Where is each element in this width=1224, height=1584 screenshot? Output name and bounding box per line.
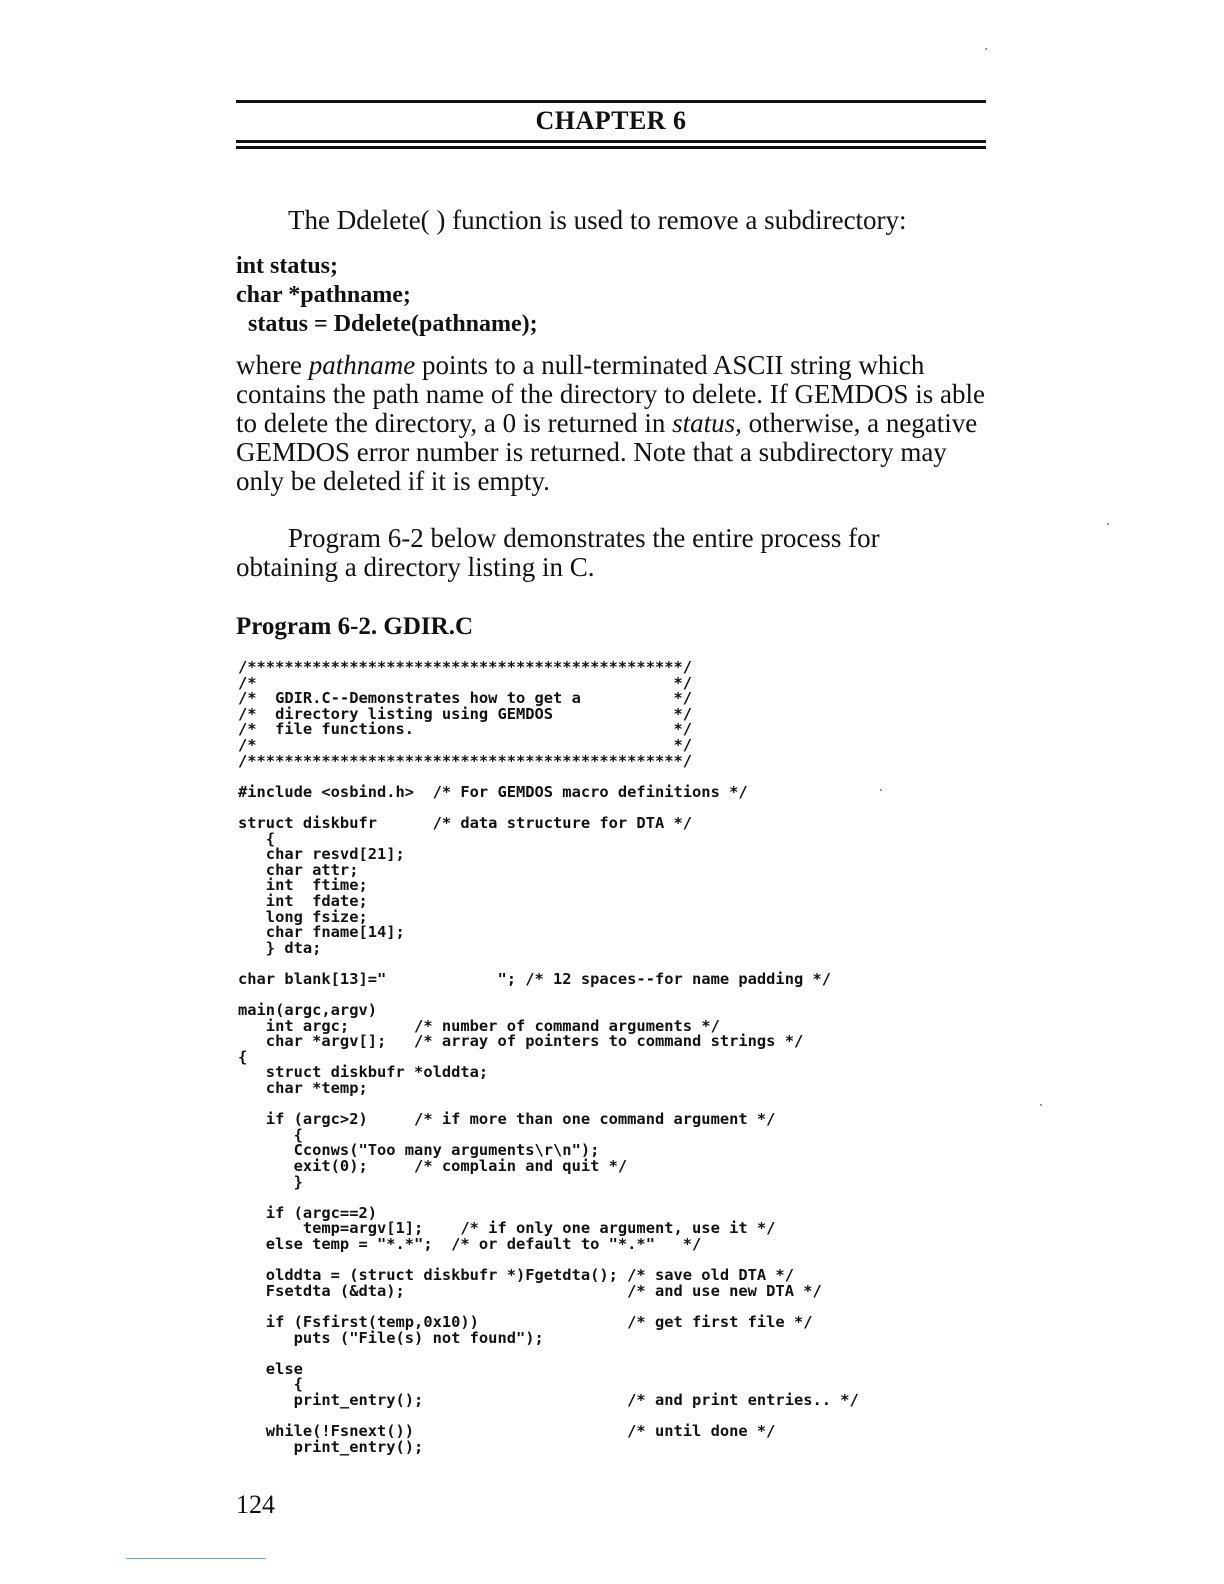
code-line: char *argv[]; /* array of pointers to command strings */ [238,1032,804,1051]
code-line: { [238,829,276,848]
code-line: /* file functions. */ [238,720,693,739]
code-line: char fname[14]; [238,923,405,942]
code-line: int argc; /* number of command arguments */ [238,1016,720,1035]
code-line: if (Fsfirst(temp,0x10)) /* get first file */ [238,1312,813,1331]
code-line: puts ("File(s) not found"); [238,1328,544,1347]
code-listing [238,660,978,1455]
ddelete-syntax-block [236,252,986,339]
code-line: /* */ [238,735,693,754]
code-line: main(argc,argv) [238,1001,377,1020]
code-line: /* */ [238,673,693,692]
code-line: char blank[13]=" "; /* 12 spaces--for name padding */ [238,969,832,988]
code-line: } dta; [238,938,322,957]
code-line: { [238,1047,248,1066]
intro-paragraph: The Ddelete( ) function is used to remove a subdirectory: [288,205,907,235]
code-line: char resvd[21]; [238,845,405,864]
scan-speck [880,789,882,791]
code-line: { [238,1125,303,1144]
code-line: exit(0); /* complain and quit */ [238,1157,628,1175]
code-line: olddta = (struct diskbufr *)Fgetdta(); /* save old DTA */ [238,1266,794,1285]
syntax-line: status = Ddelete(pathname); [236,311,538,337]
code-line: Fsetdta (&dta); /* and use new DTA */ [238,1281,822,1300]
header-top-rule [236,100,986,103]
header-bottom-rule [236,140,986,143]
code-line: if (argc>2) /* if more than one command argument */ [238,1110,776,1129]
page-number: 124 [236,1490,275,1519]
code-line: /* GDIR.C--Demonstrates how to get a */ [238,689,693,708]
desc-text: otherwise, a negative GEMDOS error number is returned. Note that a subdirectory may only be deleted if it is empty. [236,408,978,496]
scan-speck [985,48,987,50]
code-line: print_entry(); [238,1437,424,1456]
scan-speck [1040,1104,1042,1106]
book-page [236,0,986,1584]
chapter-title: CHAPTER 6 [535,106,687,135]
code-line: char *temp; [238,1079,368,1098]
code-line: temp=argv[1]; /* if only one argument, use it */ [238,1219,776,1238]
syntax-line: char *pathname; [236,282,411,308]
code-line: /* directory listing using GEMDOS */ [238,704,693,723]
program-caption: Program 6-2. GDIR.C [236,613,473,640]
code-line: while(!Fsnext()) /* until done */ [238,1422,776,1441]
code-line: int fdate; [238,891,368,910]
syntax-line: int status; [236,253,339,279]
scan-speck [1107,523,1109,525]
code-line: struct diskbufr *olddta; [238,1063,489,1082]
scan-artifact-line [126,1558,266,1559]
code-line: print_entry(); /* and print entries.. */ [238,1390,859,1409]
code-line: char attr; [238,860,359,879]
pathname-term: pathname [308,350,416,380]
code-line: } [238,1172,303,1191]
code-line: int ftime; [238,876,368,895]
code-line: /***********************************************/ [238,658,693,676]
code-line: { [238,1375,303,1394]
code-blank-line [238,1346,978,1362]
desc-text: where [236,350,309,380]
code-line: #include <osbind.h> /* For GEMDOS macro definitions */ [238,782,748,801]
description-paragraph [236,351,986,496]
desc-text: points to a null-terminated ASCII string which contains the path name of the directory to delete. If GEMDOS is able to delete the directory, a 0 is returned in [236,350,986,438]
code-line: Cconws("Too many arguments\r\n"); [238,1141,600,1160]
header-bottom-rule-double [236,146,986,149]
code-line: struct diskbufr /* data structure for DTA */ [238,813,693,832]
code-line: else temp = "*.*"; /* or default to "*.*" */ [238,1234,702,1253]
code-line: /***********************************************/ [238,751,693,770]
program-intro-paragraph: Program 6-2 below demonstrates the entire process for obtaining a directory listing in C. [236,523,880,582]
code-line: long fsize; [238,907,368,926]
status-term: status, [672,408,742,438]
code-line: if (argc==2) [238,1203,377,1222]
code-line: else [238,1359,303,1378]
